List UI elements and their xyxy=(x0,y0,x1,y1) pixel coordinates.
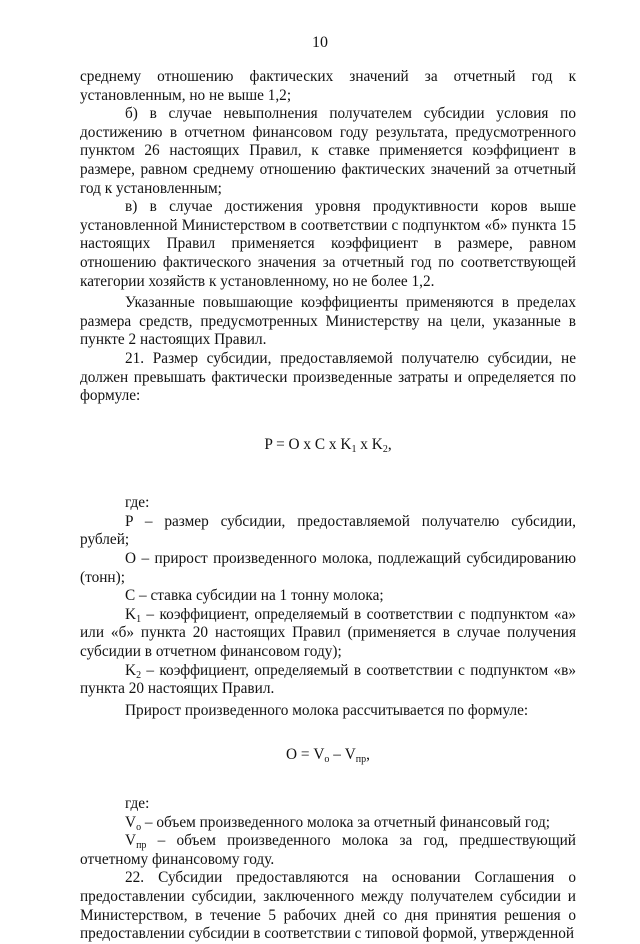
definition-k2: $K_2$ – коэффициент, определяемый в соответствии с подпунктом «в» пункта 20 настоящих Правил. xyxy=(80,661,576,698)
definition-vpr: $V_{пр}$ – объем произведенного молока за год, предшествующий отчетному финансовому году. xyxy=(80,832,576,868)
subsidy-formula: P = О х С х $K_1$ х $K_2$, xyxy=(264,435,392,455)
paragraph-22: 22. Субсидии предоставляются на основании Соглашения о предоставлении субсидии, заключенного между получателем субсидии и Министерством, в течение 5 рабочих дней со дня принятия решения о предоставлении субсидии в соответствии с типовой формой, утвержденной xyxy=(80,869,576,943)
paragraph-21: 21. Размер субсидии, предоставляемой получателю субсидии, не должен превышать фактически произведенные затраты и определяется по формуле: xyxy=(80,349,576,405)
paragraph-item-v: в) в случае достижения уровня продуктивности коров выше установленной Министерством в соответствии с подпунктом «б» пункта 15 настоящих Правил применяется коэффициент в размере, равном отношению фактического значения за отчетный год по соответствующей категории хозяйств к установленному, но не более 1,2. xyxy=(80,198,576,290)
definition-vo: $V_о$ – объем произведенного молока за отчетный финансовый год; xyxy=(125,813,550,833)
definition-k1: $K_1$ – коэффициент, определяемый в соответствии с подпунктом «а» или «б» пункта 20 настоящих Правил (применяется в случае получения субсидии в отчетном финансовом году); xyxy=(80,605,576,661)
paragraph-continuation: среднему отношению фактических значений за отчетный год к установленным, но не выше 1,2; xyxy=(80,68,576,104)
where-label: где: xyxy=(125,494,150,512)
paragraph-coefficients-note: Указанные повышающие коэффициенты применяются в пределах размера средств, предусмотренных Министерству на цели, указанные в пункте 2 настоящих Правил. xyxy=(80,294,576,349)
growth-intro: Прирост произведенного молока рассчитывается по формуле: xyxy=(125,701,529,719)
definition-o: О – прирост произведенного молока, подлежащий субсидированию (тонн); xyxy=(80,550,576,586)
growth-formula: $О = V_о - V_{пр}$, xyxy=(286,746,370,766)
document-body xyxy=(80,68,576,944)
paragraph-item-b: б) в случае невыполнения получателем субсидии условия по достижению в отчетном финансовом году результата, предусмотренного пунктом 26 настоящих Правил, к ставке применяется коэффициент в размере, равном среднему отношению фактических значений за отчетный год к установленным; xyxy=(80,105,576,197)
definition-c: С – ставка субсидии на 1 тонну молока; xyxy=(125,587,384,605)
page-number: 10 xyxy=(312,34,328,51)
where-label-2: где: xyxy=(125,795,150,812)
definition-p: P – размер субсидии, предоставляемой получателю субсидии, рублей; xyxy=(80,512,576,549)
